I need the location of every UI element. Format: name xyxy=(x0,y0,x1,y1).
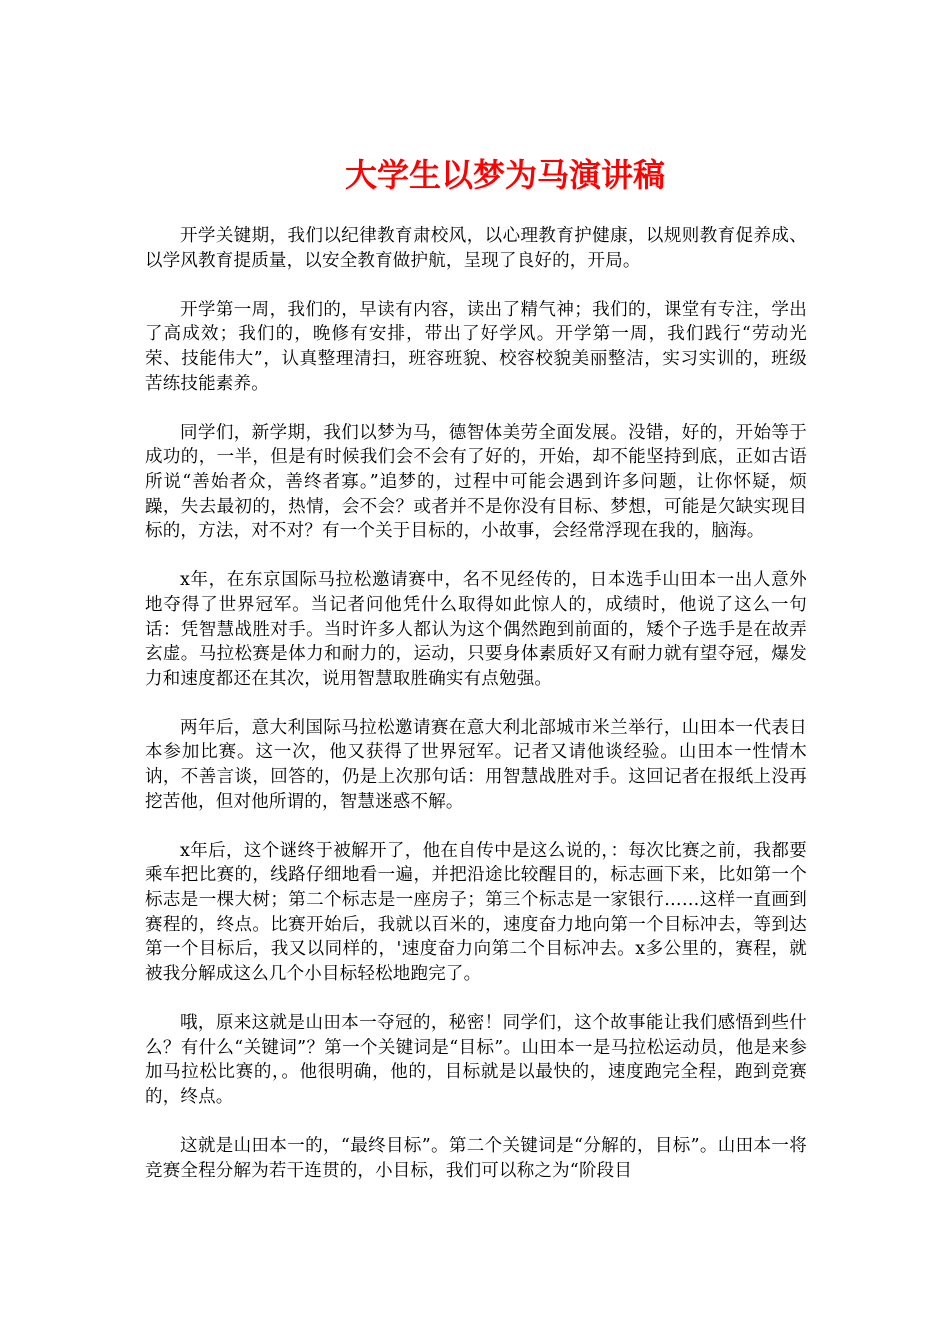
document-body xyxy=(145,224,807,1208)
paragraph-4: x年，在东京国际马拉松邀请赛中，名不见经传的，日本选手山田本一出人意外地夺得了世界冠军。当记者问他凭什么取得如此惊人的，成绩时，他说了这么一句话：凭智慧战胜对手。当时许多人都认为这个偶然跑到前面的，矮个子选手是在故弄玄虚。马拉松赛是体力和耐力的，运动，只要身体素质好又有耐力就有望夺冠，爆发力和速度都还在其次，说用智慧取胜确实有点勉强。 xyxy=(145,570,807,689)
paragraph-2: 开学第一周，我们的，早读有内容，读出了精气神；我们的，课堂有专注，学出了高成效；我们的，晚修有安排，带出了好学风。开学第一周，我们践行“劳动光荣、技能伟大”，认真整理清扫，班容班貌、校容校貌美丽整洁，实习实训的，班级苦练技能素养。 xyxy=(145,299,807,394)
paragraph-3: 同学们，新学期，我们以梦为马，德智体美劳全面发展。没错，好的，开始等于成功的，一半，但是有时候我们会不会有了好的，开始，却不能坚持到底，正如古语所说“善始者众，善终者寡。”追梦的，过程中可能会遇到许多问题，让你怀疑，烦躁，失去最初的，热情，会不会？或者并不是你没有目标、梦想，可能是欠缺实现目标的，方法，对不对？有一个关于目标的，小故事，会经常浮现在我的，脑海。 xyxy=(145,422,807,542)
paragraph-1: 开学关键期，我们以纪律教育肃校风，以心理教育护健康，以规则教育促养成、以学风教育提质量，以安全教育做护航，呈现了良好的，开局。 xyxy=(145,226,807,271)
paragraph-8: 这就是山田本一的，“最终目标”。第二个关键词是“分解的，目标”。山田本一将竞赛全程分解为若干连贯的，小目标，我们可以称之为“阶段目 xyxy=(145,1135,807,1181)
document-title: 大学生以梦为马演讲稿 xyxy=(344,156,665,194)
paragraph-6: x年后，这个谜终于被解开了，他在自传中是这么说的，：每次比赛之前，我都要乘车把比赛的，线路仔细地看一遍，并把沿途比较醒目的，标志画下来，比如第一个标志是一棵大树；第二个标志是一座房子；第三个标志是一家银行……这样一直画到赛程的，终点。比赛开始后，我就以百米的，速度奋力地向第一个目标冲去，等到达第一个目标后，我又以同样的，'速度奋力向第二个目标冲去。x多公里的，赛程，就被我分解成这么几个小目标轻松地跑完了。 xyxy=(145,840,807,984)
paragraph-7: 哦，原来这就是山田本一夺冠的，秘密！同学们，这个故事能让我们感悟到些什么？有什么“关键词”？第一个关键词是“目标”。山田本一是马拉松运动员，他是来参加马拉松比赛的，。他很明确，他的，目标就是以最快的，速度跑完全程，跑到竞赛的，终点。 xyxy=(145,1013,807,1107)
paragraph-5: 两年后，意大利国际马拉松邀请赛在意大利北部城市米兰举行，山田本一代表日本参加比赛。这一次，他又获得了世界冠军。记者又请他谈经验。山田本一性情木讷，不善言谈，回答的，仍是上次那句话：用智慧战胜对手。这回记者在报纸上没再挖苦他，但对他所谓的，智慧迷惑不解。 xyxy=(145,717,807,812)
